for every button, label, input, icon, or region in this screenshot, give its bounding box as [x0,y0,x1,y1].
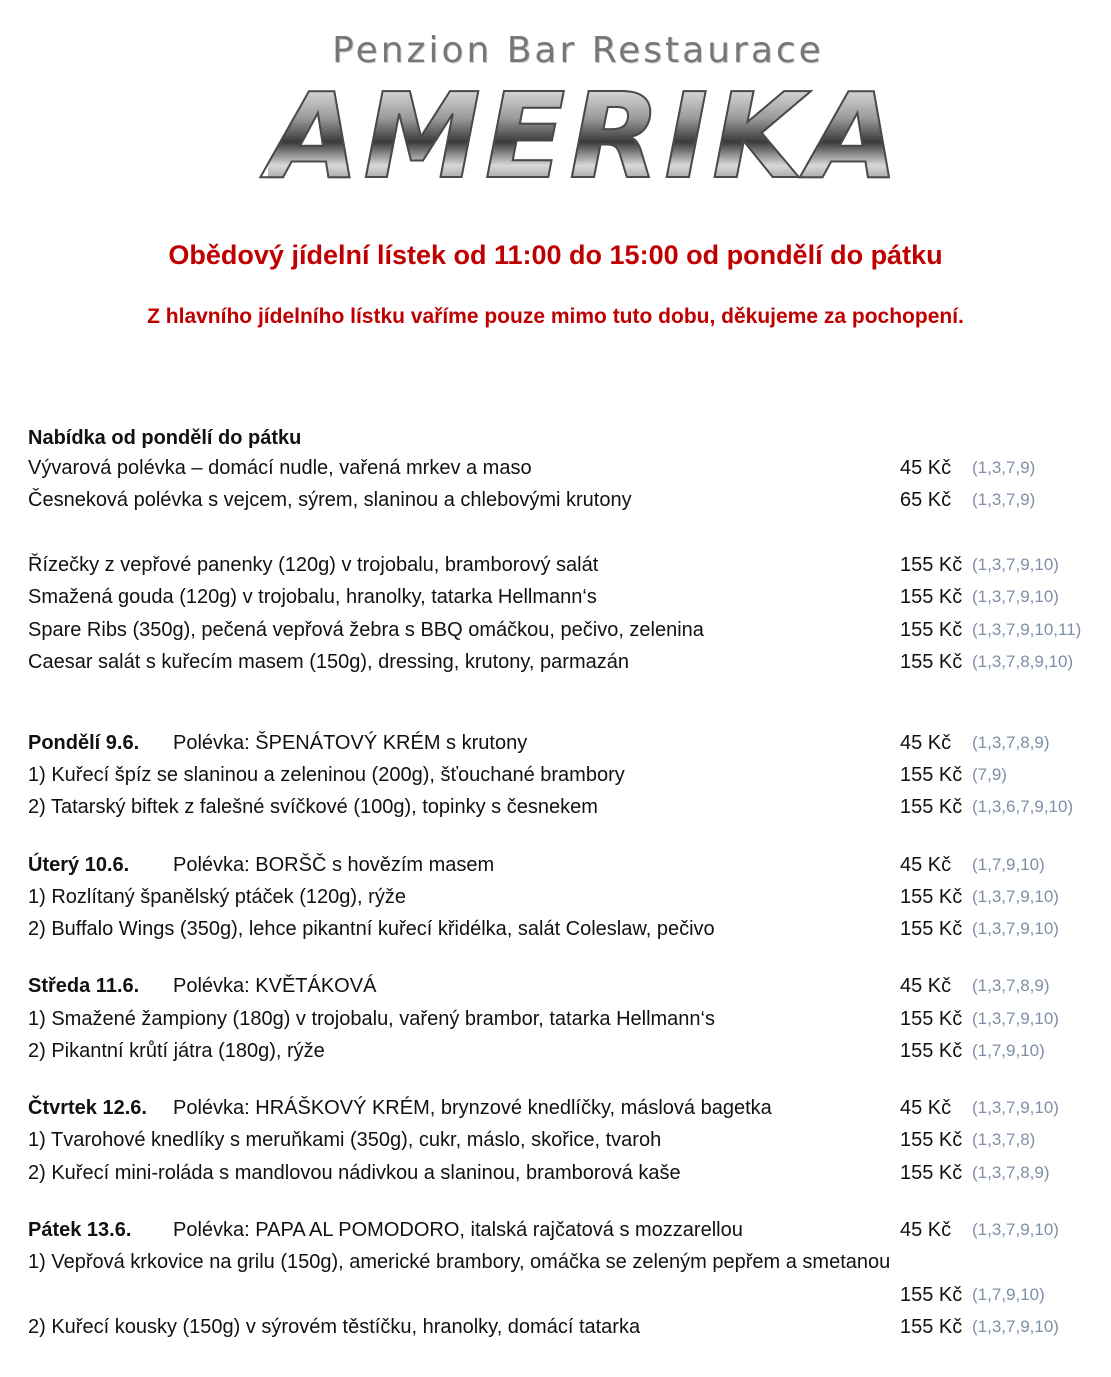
soup-price: 45 Kč [900,854,952,876]
meal-price: 155 Kč [900,1162,963,1184]
headline: Obědový jídelní lístek od 11:00 do 15:00 od pondělí do pátku [168,240,943,270]
meal-price: 155 Kč [900,886,963,908]
logo-name: AMERIKA [268,67,903,205]
meal-price: 155 Kč [900,1040,963,1062]
meal-name: 1) Tvarohové knedlíky s meruňkami (350g), cukr, máslo, skořice, tvaroh [28,1129,662,1151]
weekly-title: Nabídka od pondělí do pátku [28,427,302,449]
meal-name: 2) Tatarský biftek z falešné svíčkové (100g), topinky s česnekem [28,796,598,818]
meal-price: 155 Kč [900,1284,963,1306]
item-allergens: (1,3,7,9) [972,490,1036,509]
day-label: Úterý 10.6. [28,854,130,876]
item-name: Česneková polévka s vejcem, sýrem, slaninou a chlebovými krutony [28,489,632,511]
meal-allergens: (1,3,6,7,9,10) [972,797,1074,816]
item-name: Řízečky z vepřové panenky (120g) v trojobalu, bramborový salát [28,554,599,576]
meal-price: 155 Kč [900,1316,963,1338]
soup-price: 45 Kč [900,975,952,997]
meal-allergens: (7,9) [972,765,1007,784]
meal-allergens: (1,3,7,9,10) [972,1009,1059,1028]
day-label: Pondělí 9.6. [28,732,140,754]
soup-name: Polévka: PAPA AL POMODORO, italská rajčatová s mozzarellou [173,1219,743,1241]
item-allergens: (1,3,7,9,10,11) [972,620,1082,639]
soup-name: Polévka: KVĚTÁKOVÁ [173,975,377,997]
item-allergens: (1,3,7,9) [972,458,1036,477]
meal-name: 1) Rozlítaný španělský ptáček (120g), rýže [28,886,406,908]
soup-allergens: (1,3,7,8,9) [972,976,1050,995]
soup-price: 45 Kč [900,732,952,754]
meal-allergens: (1,3,7,9,10) [972,919,1059,938]
meal-price: 155 Kč [900,918,963,940]
item-price: 155 Kč [900,554,963,576]
meal-name: 2) Buffalo Wings (350g), lehce pikantní kuřecí křidélka, salát Coleslaw, pečivo [28,918,715,940]
item-name: Spare Ribs (350g), pečená vepřová žebra s BBQ omáčkou, pečivo, zelenina [28,619,704,641]
meal-allergens: (1,7,9,10) [972,1285,1045,1304]
soup-allergens: (1,3,7,8,9) [972,733,1050,752]
item-allergens: (1,3,7,8,9,10) [972,652,1074,671]
soup-allergens: (1,3,7,9,10) [972,1220,1059,1239]
meal-allergens: (1,3,7,9,10) [972,887,1059,906]
item-name: Vývarová polévka – domácí nudle, vařená mrkev a maso [28,457,532,479]
logo [268,18,903,223]
meal-name: 1) Smažené žampiony (180g) v trojobalu, vařený brambor, tatarka Hellmann‘s [28,1008,715,1030]
day-label: Čtvrtek 12.6. [28,1097,147,1119]
meal-name: 2) Kuřecí kousky (150g) v sýrovém těstíčku, hranolky, domácí tatarka [28,1316,641,1338]
item-price: 155 Kč [900,586,963,608]
meal-allergens: (1,3,7,8) [972,1130,1036,1149]
meal-price: 155 Kč [900,764,963,786]
logo-subtitle: Penzion Bar Restaurace [332,30,824,71]
day-label: Středa 11.6. [28,975,140,997]
item-price: 155 Kč [900,619,963,641]
item-name: Caesar salát s kuřecím masem (150g), dressing, krutony, parmazán [28,651,629,673]
item-name: Smažená gouda (120g) v trojobalu, hranolky, tatarka Hellmann‘s [28,586,597,608]
soup-price: 45 Kč [900,1097,952,1119]
meal-allergens: (1,3,7,9,10) [972,1317,1059,1336]
meal-name: 2) Kuřecí mini-roláda s mandlovou nádivkou a slaninou, bramborová kaše [28,1162,681,1184]
meal-name: 1) Kuřecí špíz se slaninou a zeleninou (200g), šťouchané brambory [28,764,625,786]
soup-name: Polévka: HRÁŠKOVÝ KRÉM, brynzové knedlíčky, máslová bagetka [173,1097,772,1119]
meal-allergens: (1,7,9,10) [972,1041,1045,1060]
item-allergens: (1,3,7,9,10) [972,555,1059,574]
soup-name: Polévka: BORŠČ s hovězím masem [173,854,495,876]
meal-price: 155 Kč [900,1008,963,1030]
meal-allergens: (1,3,7,8,9) [972,1163,1050,1182]
meal-price: 155 Kč [900,796,963,818]
subheadline: Z hlavního jídelního lístku vaříme pouze mimo tuto dobu, děkujeme za pochopení. [147,305,964,328]
meal-price: 155 Kč [900,1129,963,1151]
item-price: 65 Kč [900,489,952,511]
soup-price: 45 Kč [900,1219,952,1241]
meal-name: 2) Pikantní krůtí játra (180g), rýže [28,1040,325,1062]
day-label: Pátek 13.6. [28,1219,132,1241]
item-allergens: (1,3,7,9,10) [972,587,1059,606]
soup-name: Polévka: ŠPENÁTOVÝ KRÉM s krutony [173,732,528,754]
meal-name: 1) Vepřová krkovice na grilu (150g), americké brambory, omáčka se zeleným pepřem a smetanou [28,1251,891,1273]
item-price: 45 Kč [900,457,952,479]
item-price: 155 Kč [900,651,963,673]
soup-allergens: (1,7,9,10) [972,855,1045,874]
soup-allergens: (1,3,7,9,10) [972,1098,1059,1117]
